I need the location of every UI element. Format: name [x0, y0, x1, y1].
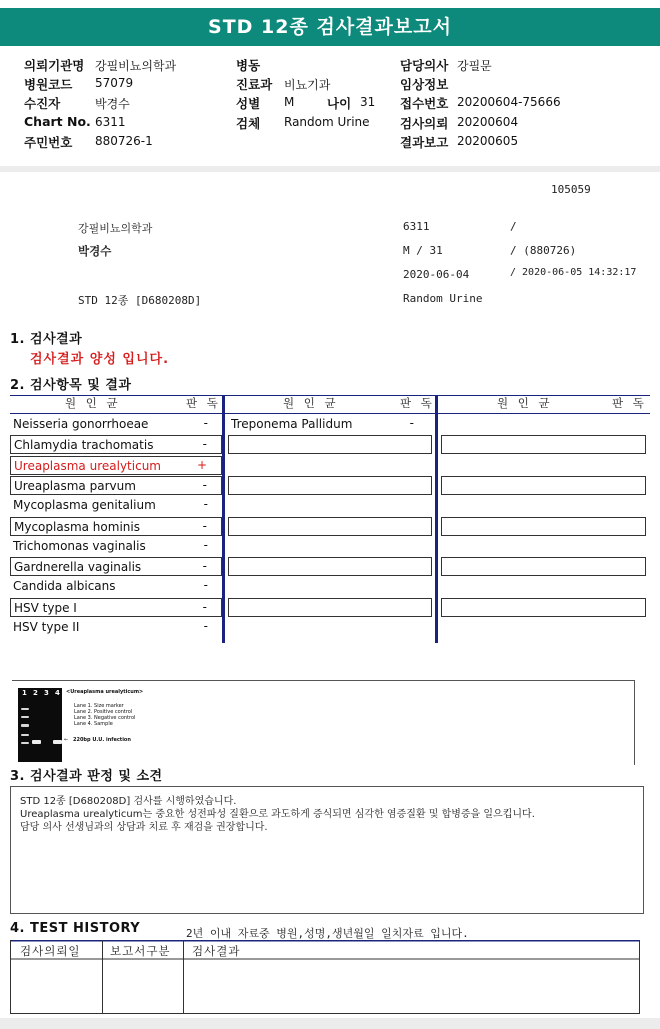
results-table [10, 395, 650, 645]
summary-value: 880726-1 [95, 134, 153, 148]
summary-value: 20200604-75666 [457, 95, 561, 109]
col-header-pathogen: 원 인 균 [65, 396, 121, 410]
history-note: 2년 이내 자료중 병원,성명,생년월일 일치자료 입니다. [186, 927, 469, 940]
pathogen-result: - [409, 416, 414, 430]
empty-result-cell [228, 557, 432, 576]
summary-label: 수진자 [24, 96, 61, 111]
lane-number: 2 [33, 689, 38, 697]
summary-panel [0, 46, 660, 167]
summary-value: 20200604 [457, 115, 519, 129]
table-row [10, 496, 222, 515]
summary-value: 강필비뇨의학과 [95, 59, 177, 73]
col-header-result: 판 독 [186, 396, 221, 410]
clinic-name: 강필비뇨의학과 [78, 222, 153, 235]
summary-value: 6311 [95, 115, 126, 129]
age-label: 나이 [327, 96, 352, 111]
divider [0, 166, 660, 172]
table-row [10, 618, 222, 637]
table-row [10, 577, 222, 596]
section-items-title: 2. 검사항목 및 결과 [10, 378, 132, 393]
summary-label: 병동 [236, 58, 261, 73]
summary-label: 검체 [236, 116, 261, 131]
summary-label: 검사의뢰 [400, 116, 449, 131]
pathogen-result: - [202, 599, 207, 614]
summary-label: 담당의사 [400, 58, 449, 73]
empty-result-cell [228, 517, 432, 536]
col-header-result: 판 독 [612, 396, 647, 410]
separator-slash: / [510, 220, 517, 233]
gel-electrophoresis-image [18, 688, 62, 762]
pathogen-name: HSV type I [14, 600, 77, 615]
pathogen-name: Gardnerella vaginalis [14, 560, 142, 575]
lane-number: 4 [55, 689, 60, 697]
summary-value: Random Urine [284, 115, 370, 129]
summary-value: 강필문 [457, 59, 492, 73]
summary-value: 박경수 [95, 97, 130, 111]
gel-legend: Lane 1. Size marker [74, 703, 124, 709]
received-date: 2020-06-04 [403, 268, 470, 281]
pathogen-result: - [202, 518, 207, 533]
interpretation-line: 담당 의사 선생님과의 상담과 치료 후 재검을 권장합니다. [20, 822, 268, 833]
summary-value: 비뇨기과 [284, 78, 331, 92]
chart-number: 6311 [403, 220, 430, 233]
pathogen-name: Neisseria gonorrhoeae [13, 417, 149, 431]
footer-bar [0, 1018, 660, 1029]
pathogen-name: HSV type II [13, 620, 80, 634]
table-row [10, 598, 222, 617]
pathogen-name: Mycoplasma genitalium [13, 498, 156, 513]
summary-label: Chart No. [24, 114, 91, 129]
pathogen-result: - [203, 497, 208, 512]
summary-label: 진료과 [236, 77, 273, 92]
gel-legend: Lane 3. Negative control [74, 715, 136, 721]
table-row [10, 476, 222, 495]
pathogen-name: Ureaplasma urealyticum [14, 458, 161, 473]
table-row [10, 415, 222, 434]
section-result-title: 1. 검사결과 [10, 332, 83, 347]
pathogen-result: - [203, 578, 208, 593]
pathogen-result: - [202, 437, 207, 452]
pathogen-result: - [203, 537, 208, 552]
pathogen-name: Chlamydia trachomatis [14, 438, 154, 453]
history-col-result: 검사결과 [192, 944, 241, 958]
empty-result-cell [441, 476, 646, 495]
history-col-date: 검사의뢰일 [20, 944, 81, 958]
birth-date: / (880726) [510, 244, 577, 257]
reported-datetime: / 2020-06-05 14:32:17 [510, 267, 637, 278]
table-row [10, 517, 222, 536]
summary-value: 20200605 [457, 134, 519, 148]
pathogen-result: - [202, 477, 207, 492]
interpretation-line: Ureaplasma urealyticum는 중요한 성전파성 질환으로 과도하게 증식되면 심각한 염증질환 및 합병증을 일으킵니다. [20, 809, 535, 820]
empty-result-cell [441, 557, 646, 576]
history-table [10, 940, 640, 1014]
table-row [10, 557, 222, 576]
table-row [10, 435, 222, 454]
section-interpretation-title: 3. 검사결과 판정 및 소견 [10, 769, 163, 784]
sex-age: M / 31 [403, 244, 443, 257]
summary-label: 결과보고 [400, 135, 449, 150]
specimen-type: Random Urine [403, 292, 483, 305]
lane-number: 1 [22, 689, 27, 697]
gel-legend: Lane 2. Positive control [74, 709, 133, 715]
empty-result-cell [228, 476, 432, 495]
age-value: 31 [360, 95, 376, 109]
interpretation-line: STD 12종 [D680208D] 검사를 시행하였습니다. [20, 796, 237, 807]
col-header-result: 판 독 [400, 396, 435, 410]
pathogen-result: - [203, 619, 208, 633]
empty-result-cell [441, 435, 646, 454]
pathogen-name: Trichomonas vaginalis [13, 538, 146, 553]
summary-label: 임상정보 [400, 77, 449, 92]
summary-value: 57079 [95, 76, 134, 90]
patient-name: 박경수 [78, 244, 112, 258]
empty-result-cell [441, 598, 646, 617]
col-header-pathogen: 원 인 균 [497, 396, 553, 410]
summary-label: 의뢰기관명 [24, 58, 85, 73]
interpretation-box [10, 786, 644, 914]
pathogen-name: Mycoplasma hominis [14, 519, 140, 534]
gel-arrow-label: 220bp U.U. infection [73, 737, 131, 743]
gel-title: <Ureaplasma urealyticum> [66, 689, 144, 695]
history-col-type: 보고서구분 [110, 944, 171, 958]
gel-legend: Lane 4. Sample [74, 721, 113, 727]
empty-result-cell [228, 435, 432, 454]
summary-label: 병원코드 [24, 77, 73, 92]
positive-result-text: 검사결과 양성 입니다. [30, 352, 170, 367]
pathogen-name: Ureaplasma parvum [14, 478, 136, 493]
summary-label: 성별 [236, 96, 261, 111]
test-name: STD 12종 [D680208D] [78, 294, 202, 307]
arrow-icon: ← [64, 737, 69, 743]
table-row [228, 415, 428, 434]
section-history-title: 4. TEST HISTORY [10, 921, 141, 936]
lane-number: 3 [44, 689, 49, 697]
summary-label: 접수번호 [400, 96, 449, 111]
report-title: STD 12종 검사결과보고서 [0, 8, 660, 46]
table-row [10, 456, 222, 475]
pathogen-result: + [196, 457, 207, 472]
empty-result-cell [441, 517, 646, 536]
pathogen-name: Candida albicans [13, 579, 116, 594]
summary-label: 주민번호 [24, 135, 73, 150]
summary-value: M [284, 95, 295, 109]
table-row [10, 537, 222, 556]
report-number: 105059 [551, 183, 591, 196]
empty-result-cell [228, 598, 432, 617]
pathogen-result: - [202, 559, 207, 574]
history-grid [10, 940, 640, 1014]
pathogen-name: Treponema Pallidum [231, 417, 353, 431]
pathogen-result: - [203, 416, 208, 430]
col-header-pathogen: 원 인 균 [283, 396, 339, 410]
